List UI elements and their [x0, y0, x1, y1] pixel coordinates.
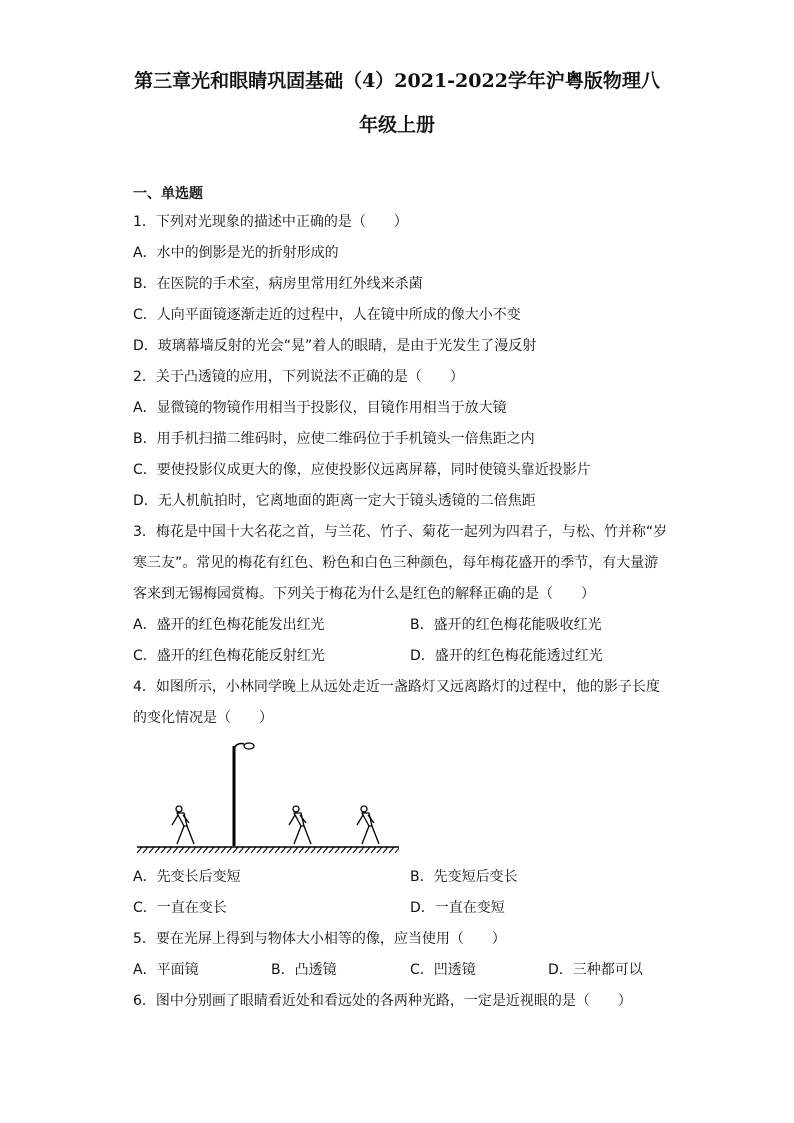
question-5-stem: 5．要在光屏上得到与物体大小相等的像，应当使用（ ）	[133, 931, 506, 947]
walking-person-icon	[357, 806, 379, 844]
street-lamp-icon	[234, 743, 254, 846]
street-lamp-figure	[137, 740, 399, 858]
ground-line	[137, 847, 399, 853]
question-1-option-a: A．水中的倒影是光的折射形成的	[133, 245, 339, 261]
question-4-option-c: C．一直在变长	[133, 900, 227, 916]
question-3-stem-line3: 客来到无锡梅园赏梅。下列关于梅花为什么是红色的解释正确的是（ ）	[133, 586, 595, 602]
question-4-option-b: B．先变短后变长	[410, 869, 518, 885]
question-2-option-b: B．用手机扫描二维码时，应使二维码位于手机镜头一倍焦距之内	[133, 431, 535, 447]
walking-person-icon	[172, 806, 194, 844]
question-5-option-b: B．凸透镜	[271, 962, 337, 978]
question-3-option-d: D．盛开的红色梅花能透过红光	[410, 648, 603, 664]
question-5-option-a: A．平面镜	[133, 962, 199, 978]
question-2-option-d: D．无人机航拍时，它离地面的距离一定大于镜头透镜的二倍焦距	[133, 493, 536, 509]
question-1-stem: 1．下列对光现象的描述中正确的是（ ）	[133, 214, 408, 230]
question-5-option-c: C．凹透镜	[410, 962, 476, 978]
question-4-stem-line1: 4．如图所示，小林同学晚上从远处走近一盏路灯又远离路灯的过程中，他的影子长度	[133, 679, 660, 695]
section-heading: 一、单选题	[133, 186, 203, 202]
question-4-option-a: A．先变长后变短	[133, 869, 241, 885]
question-2-option-c: C．要使投影仪成更大的像，应使投影仪远离屏幕，同时使镜头靠近投影片	[133, 462, 591, 478]
question-3-option-a: A．盛开的红色梅花能发出红光	[133, 617, 325, 633]
question-1-option-c: C．人向平面镜逐渐走近的过程中，人在镜中所成的像大小不变	[133, 307, 521, 323]
question-3-option-b: B．盛开的红色梅花能吸收红光	[410, 617, 602, 633]
question-4-stem-line2: 的变化情况是（ ）	[133, 710, 273, 726]
page-title-line1: 第三章光和眼睛巩固基础（4）2021-2022学年沪粤版物理八	[134, 70, 660, 92]
walking-person-icon	[289, 806, 311, 844]
question-2-stem: 2．关于凸透镜的应用，下列说法不正确的是（ ）	[133, 369, 464, 385]
question-5-option-d: D．三种都可以	[548, 962, 643, 978]
question-4-option-d: D．一直在变短	[410, 900, 505, 916]
question-6-stem: 6．图中分别画了眼睛看近处和看远处的各两种光路，一定是近视眼的是（ ）	[133, 993, 632, 1009]
question-1-option-d: D．玻璃幕墙反射的光会“晃”着人的眼睛，是由于光发生了漫反射	[133, 338, 537, 354]
page-title-line2: 年级上册	[358, 114, 435, 136]
question-3-stem-line1: 3．梅花是中国十大名花之首，与兰花、竹子、菊花一起列为四君子，与松、竹并称“岁	[133, 524, 668, 540]
question-3-option-c: C．盛开的红色梅花能反射红光	[133, 648, 325, 664]
question-2-option-a: A．显微镜的物镜作用相当于投影仪，目镜作用相当于放大镜	[133, 400, 507, 416]
question-3-stem-line2: 寒三友”。常见的梅花有红色、粉色和白色三种颜色，每年梅花盛开的季节，有大量游	[133, 555, 659, 571]
question-1-option-b: B．在医院的手术室，病房里常用红外线来杀菌	[133, 276, 423, 292]
